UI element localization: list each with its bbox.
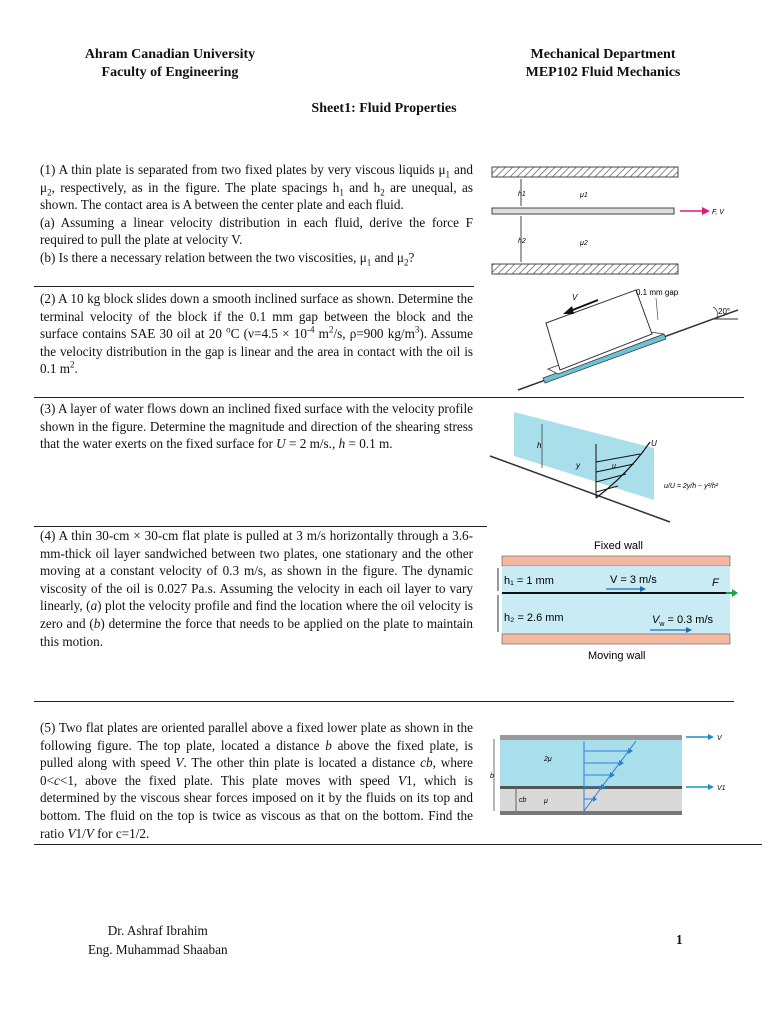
y-label: y <box>576 461 580 470</box>
gap-label: 0.1 mm gap <box>636 288 679 297</box>
author-1: Dr. Ashraf Ibrahim <box>107 923 208 938</box>
middle-velocity-label: V1 <box>717 785 726 792</box>
fixed-wall <box>502 556 730 566</box>
h1-gap-label: h₁ = 1 mm <box>504 575 554 587</box>
problem-2-text: (2) A 10 kg block slides down a smooth inclined surface as shown. Determine the terminal velocity of the block if the 0.1 mm gap between the block and the surface contains SAE 30 oil at 20 $^o$C ($\nu=4.5 \times 10^{-4}$ $m^2/s$, ρ=900 $kg/m^3$). Assume the velocity distribution in the gap is linear and the area in contact with the oil is 0.1 $m^2$. <box>40 291 473 377</box>
figure-5-parallel-plates <box>488 731 738 819</box>
cb-label: cb <box>519 797 527 804</box>
university-name: Ahram Canadian University <box>84 47 256 62</box>
b-label: b <box>490 773 494 780</box>
water-layer <box>514 412 654 500</box>
department-name: Mechanical Department <box>530 47 676 62</box>
sheet-title: Sheet1: Fluid Properties <box>311 101 457 116</box>
wall-velocity-label: $V_w = 0.3$ m/s <box>652 614 714 628</box>
footer-authors <box>88 921 228 959</box>
figure-4-oil-layers <box>490 536 738 666</box>
top-plate <box>500 735 682 740</box>
department-header <box>488 46 718 82</box>
velocity-label: V <box>572 293 578 302</box>
two-mu-label: 2μ <box>544 756 552 763</box>
problem-4-text: (4) A thin 30-cm × 30-cm flat plate is pulled at 3 m/s horizontally through a 3.6-mm-thick oil layer sandwiched between two plates, one stationary and the other moving at a constant velocity of 0.3 m/s, as shown in the figure. The dynamic viscosity of the oil is 0.027 Pa.s. Assuming the velocity in each oil layer to vary linearly, (a) plot the velocity profile and find the location where the oil velocity is zero and (b) determine the force that needs to be applied on the plate to maintain this motion. <box>40 528 474 649</box>
h2-gap-label: h₂ = 2.6 mm <box>504 612 564 624</box>
divider-5 <box>34 844 762 845</box>
angle-label: 20° <box>718 307 731 316</box>
problem-3-text: (3) A layer of water flows down an inclined fixed surface with the velocity profile shown in the figure. Determine the magnitude and direction of the shearing stress that the water exerts on the fixed surface for U = 2 m/s., h = 0.1 m. <box>40 401 473 452</box>
top-fixed-plate <box>492 167 678 177</box>
center-plate <box>492 208 674 214</box>
divider-1 <box>34 286 474 287</box>
figure-3-water-layer <box>488 404 738 526</box>
force-label: F <box>712 577 719 589</box>
divider-4 <box>34 701 734 702</box>
velocity-formula: u/U = 2y/h − y²/h² <box>664 483 719 490</box>
moving-wall <box>502 634 730 644</box>
top-velocity-label: V <box>717 735 722 742</box>
U-label: U <box>651 439 657 448</box>
bottom-fixed-plate <box>492 264 678 274</box>
author-2: Eng. Muhammad Shaaban <box>88 942 228 957</box>
divider-2 <box>34 397 744 398</box>
page-number: 1 <box>676 932 683 947</box>
depth-label: h <box>537 441 542 450</box>
mu-label: μ <box>544 798 548 805</box>
figure-1-plates <box>488 163 738 283</box>
fixed-wall-label: Fixed wall <box>594 540 643 552</box>
figure-2-incline <box>488 286 738 394</box>
faculty-name: Faculty of Engineering <box>101 65 239 80</box>
u-label: u <box>612 463 616 470</box>
fixed-lower-plate <box>500 811 682 815</box>
problem-5-text: (5) Two flat plates are oriented parallel above a fixed lower plate as shown in the following figure. The top plate, located a distance b above the fixed plate, is pulled along with speed V. The other thin plate is located a distance cb, where 0<c<1, above the fixed plate. This plate moves with speed V1, which is determined by the viscous shear forces imposed on it by the fluids on its top and bottom. The fluid on the top is twice as viscous as that on the bottom. Find the ratio V1/V for c=1/2. <box>40 720 474 841</box>
problem-1-text: (1) A thin plate is separated from two fixed plates by very viscous liquids $\mu_1$ and $\mu_2$, respectively, as in the figure. The plate spacings $h_1$ and $h_2$ are unequal, as shown. The contact area is A between the center plate and each fluid. (a) Assuming a linear velocity distribution in each fluid, derive the force F required to pull the plate at velocity V. (b) Is there a necessary relation between the two viscosities, $\mu_1$ and $\mu_2$? <box>40 162 474 268</box>
mu2-label: μ2 <box>580 240 588 247</box>
plate-velocity-label: V = 3 m/s <box>610 574 657 586</box>
moving-wall-label: Moving wall <box>588 650 646 662</box>
course-name: MEP102 Fluid Mechanics <box>525 65 681 80</box>
university-header <box>40 46 300 82</box>
lower-fluid <box>500 789 682 811</box>
h1-label: h1 <box>518 191 526 198</box>
h2-label: h2 <box>518 238 526 245</box>
force-velocity-label: F, V <box>712 209 724 216</box>
mu1-label: μ1 <box>580 192 588 199</box>
